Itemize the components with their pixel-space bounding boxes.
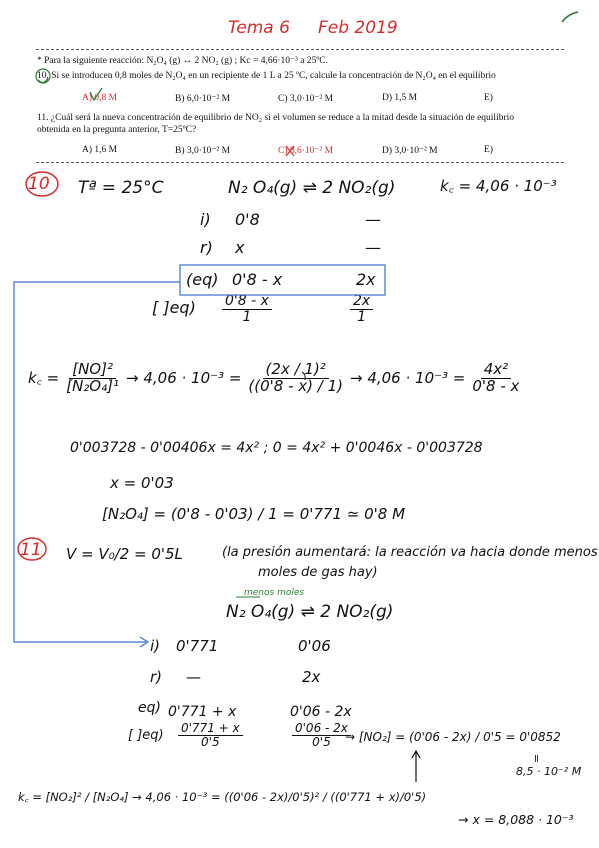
row-eq-right: 2x xyxy=(356,270,376,289)
conc-right-10: $\frac{2x}{1}$ xyxy=(350,294,373,324)
row-eq-label: (eq) xyxy=(186,270,219,289)
divider-top xyxy=(36,49,564,50)
q10-option-d: D) 1,5 M xyxy=(382,93,418,103)
page-title: Tema 6 xyxy=(228,18,290,38)
divider-bottom xyxy=(36,162,564,163)
no2-scientific: 8,5 · 10⁻² M xyxy=(516,765,582,778)
row11-i-right: 0'06 xyxy=(298,637,331,655)
result-10: [N₂O₄] = (0'8 - 0'03) / 1 = 0'771 ≃ 0'8 M xyxy=(102,505,406,523)
q11-option-d: D) 3,0·10⁻² M xyxy=(382,146,438,156)
row-i-left: 0'8 xyxy=(235,210,260,229)
comment-line1: (la presión aumentará: la reacción va hacia donde menos xyxy=(222,545,598,560)
problem-10-label: 10 xyxy=(28,174,50,194)
page-date: Feb 2019 xyxy=(318,18,398,38)
q11-option-c: C) 8,6·10⁻² M xyxy=(278,146,334,156)
no2-eq-sign: = xyxy=(530,753,544,764)
row11-r-right: 2x xyxy=(302,668,321,686)
reaction-10: N₂ O₄(g) ⇌ 2 NO₂(g) xyxy=(228,178,396,198)
row-i-right: — xyxy=(365,210,381,229)
x-solution-10: x = 0'03 xyxy=(110,474,174,492)
problem-11-label: 11 xyxy=(20,540,42,560)
question-10: 10. Si se introducen 0,8 moles de N₂O₄ en un recipiente de 1 L a 25 ºC, calcule la concentración de N₂O₄ en el equilibrio xyxy=(37,71,496,81)
q10-option-b: B) 6,0·10⁻² M xyxy=(175,94,231,104)
row11-eq-left: 0'771 + x xyxy=(168,704,237,720)
corner-check-mark xyxy=(562,12,578,22)
quadratic-equation: 0'003728 - 0'00406x = 4x² ; 0 = 4x² + 0'0046x - 0'003728 xyxy=(70,440,483,456)
comment-line2: moles de gas hay) xyxy=(258,565,378,580)
row-r-right: — xyxy=(365,238,381,257)
reaction-intro: * Para la siguiente reacción: N₂O₄ (g) ↔ 2 NO₂ (g) ; Kc = 4,66·10⁻³ a 25ºC. xyxy=(37,56,328,66)
q10-option-c: C) 3,0·10⁻² M xyxy=(278,94,334,104)
annotation-menos-moles: menos moles xyxy=(244,588,305,598)
q11-option-e: E) xyxy=(484,145,493,155)
conc-label-11: [ ]eq) xyxy=(128,728,164,743)
x-final-11: → x = 8,088 · 10⁻³ xyxy=(458,812,574,827)
row-eq-left: 0'8 - x xyxy=(232,270,283,289)
question-11-line2: obtenida en la pregunta anterior, T=25ºC? xyxy=(37,125,197,135)
question-11-line1: 11. ¿Cuál será la nueva concentración de equilibrio de NO₂ si el volumen se reduce a la mitad desde la situación de equilibrio xyxy=(37,113,515,123)
q11-option-b: B) 3,0·10⁻² M xyxy=(175,146,231,156)
no2-result: → [NO₂] = (0'06 - 2x) / 0'5 = 0'0852 xyxy=(345,730,561,744)
carry-over-arrowhead xyxy=(140,637,148,647)
kc-final-11: k꜀ = [NO₂]² / [N₂O₄] → 4,06 · 10⁻³ = ((0'06 - 2x)/0'5)² / ((0'771 + x)/0'5) xyxy=(18,790,427,804)
carry-over-arrow xyxy=(14,282,180,642)
row-r-label: r) xyxy=(200,238,213,257)
temperature: Tª = 25°C xyxy=(78,178,164,198)
row11-eq-right: 0'06 - 2x xyxy=(290,704,352,720)
row-i-label: i) xyxy=(200,210,211,229)
volume-11: V = V₀/2 = 0'5L xyxy=(66,545,183,563)
row11-r-left: — xyxy=(186,668,201,686)
conc-left-11: $\frac{0'771 + x}{0'5}$ xyxy=(178,722,243,748)
up-arrow xyxy=(412,751,420,782)
conc-right-11: $\frac{0'06 - 2x}{0'5}$ xyxy=(292,722,351,748)
conc-left-10: $\frac{0'8 - x}{1}$ xyxy=(222,294,272,324)
kc-expression-10: k꜀ = $\frac{\text{[NO]²}}{\text{[N₂O₄]¹}}$ → 4,06 · 10⁻³ = $\frac{\text{(2x / 1)²}}{((0'8 - x) / 1)}$ → 4,06 · 10⁻³ = $\frac{\text{4x²}}{0'8 - x}$ xyxy=(28,360,520,395)
row11-r-label: r) xyxy=(150,668,163,686)
q11-option-a: A) 1,6 M xyxy=(82,145,118,155)
q10-option-a: A) 0,8 M xyxy=(82,93,118,103)
kc-value: k꜀ = 4,06 · 10⁻³ xyxy=(440,177,557,195)
conc-label-10: [ ]eq) xyxy=(152,298,196,317)
q10-option-e: E) xyxy=(484,93,493,103)
row11-eq-label: eq) xyxy=(138,700,161,716)
row-r-left: x xyxy=(235,238,245,257)
row11-i-label: i) xyxy=(150,637,161,655)
reaction-11: N₂ O₄(g) ⇌ 2 NO₂(g) xyxy=(226,602,394,622)
row11-i-left: 0'771 xyxy=(176,637,219,655)
